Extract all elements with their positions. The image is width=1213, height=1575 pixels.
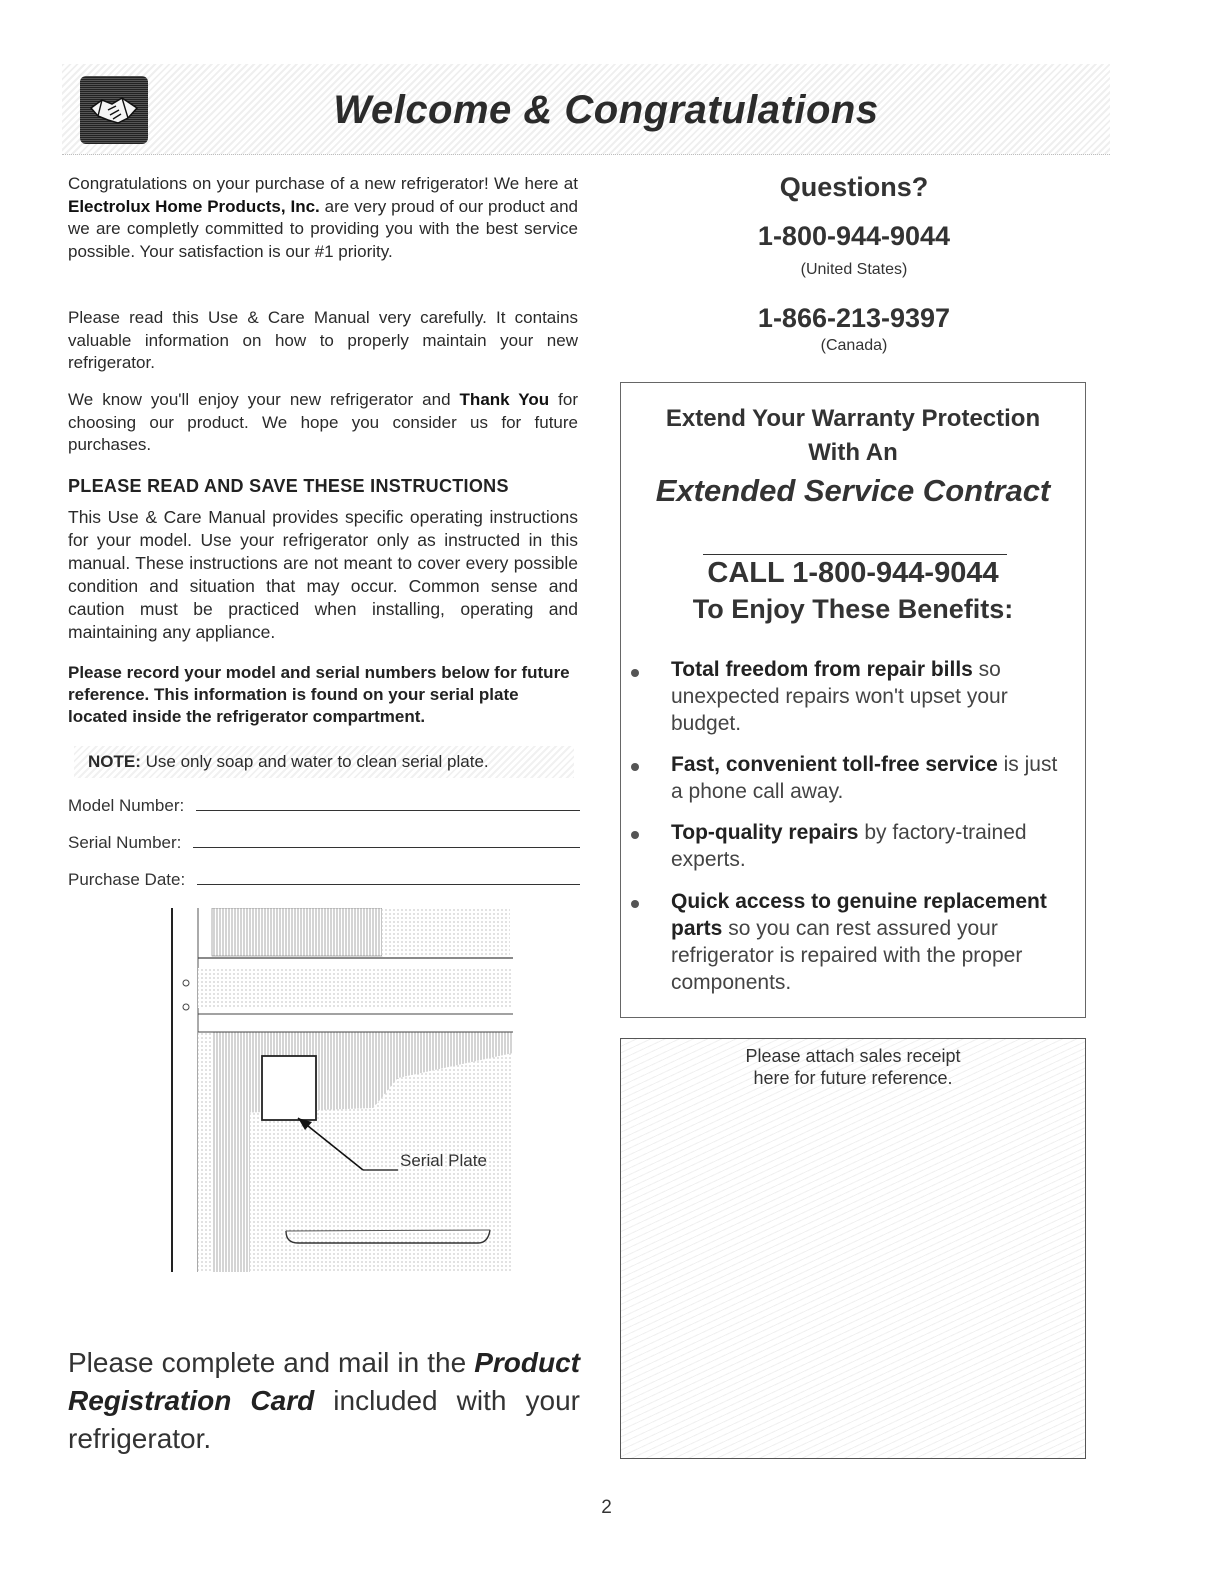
mail-registration-note: Please complete and mail in the Product Registration Card included with your refrigerator. [68, 1347, 580, 1454]
purchase-date-field[interactable]: Purchase Date: [68, 866, 580, 890]
record-numbers-note: Please record your model and serial numbers below for future reference. This information is found on your serial plate located inside the refrigerator compartment. [68, 663, 570, 726]
serial-plate-label: Serial Plate [400, 1151, 487, 1170]
extended-service-contract-title: Extended Service Contract [655, 473, 1051, 508]
enjoy-benefits-heading: To Enjoy These Benefits: [692, 594, 1014, 624]
warranty-line-2: With An [808, 439, 898, 466]
serial-plate-illustration [168, 908, 513, 1272]
note-box [74, 746, 574, 778]
bullet-icon [631, 669, 639, 677]
questions-heading: Questions? [779, 172, 929, 202]
phone-us-label: (United States) [800, 261, 908, 278]
page-number: 2 [601, 1497, 612, 1518]
extended-service-box [620, 382, 1086, 1018]
serial-number-field[interactable]: Serial Number: [68, 829, 580, 853]
read-save-heading: PLEASE READ AND SAVE THESE INSTRUCTIONS [68, 476, 509, 496]
read-manual-paragraph: Please read this Use & Care Manual very carefully. It contains valuable information on how to properly maintain your new refrigerator. [68, 308, 578, 372]
note-label: NOTE: [88, 752, 141, 771]
bullet-icon [631, 831, 639, 839]
header-banner [62, 64, 1110, 155]
benefit-item: Top-quality repairs by factory-trained experts. [671, 821, 1027, 871]
sales-receipt-area [620, 1038, 1086, 1459]
phone-canada-label: (Canada) [820, 337, 888, 354]
thank-you-paragraph: We know you'll enjoy your new refrigerator and Thank You for choosing our product. We hope you consider us for future purchases. [68, 390, 579, 454]
divider [703, 554, 1007, 555]
benefit-item: Quick access to genuine replacement parts so you can rest assured your refrigerator is repaired with the proper components. [671, 890, 1047, 994]
warranty-line-1: Extend Your Warranty Protection [665, 405, 1041, 432]
model-number-field[interactable]: Model Number: [68, 792, 580, 816]
benefit-item: Total freedom from repair bills so unexpected repairs won't upset your budget. [671, 658, 1008, 735]
phone-us[interactable]: 1-800-944-9044 [757, 221, 951, 251]
bullet-icon [631, 900, 639, 908]
note-text: Use only soap and water to clean serial plate. [140, 752, 489, 771]
receipt-line-2: here for future reference. [753, 1068, 953, 1088]
call-number[interactable]: CALL 1-800-944-9044 [707, 557, 999, 589]
phone-canada[interactable]: 1-866-213-9397 [757, 303, 951, 333]
page-title: Welcome & Congratulations [333, 88, 879, 132]
intro-paragraph: Congratulations on your purchase of a new refrigerator! We here at Electrolux Home Products, Inc. are very proud of our product and we are completly committed to providing you with the best service possible. Your satisfaction is our #1 priority. [68, 174, 579, 261]
benefit-item: Fast, convenient toll-free service is just a phone call away. [671, 753, 1058, 803]
bullet-icon [631, 763, 639, 771]
instructions-paragraph: This Use & Care Manual provides specific operating instructions for your model. Use your refrigerator only as instructed in this manual. These instructions are not meant to cover every possible condition and situation that may occur. Common sense and caution must be practiced when installing, operating and maintaining any appliance. [68, 507, 578, 642]
receipt-line-1: Please attach sales receipt [745, 1046, 961, 1066]
